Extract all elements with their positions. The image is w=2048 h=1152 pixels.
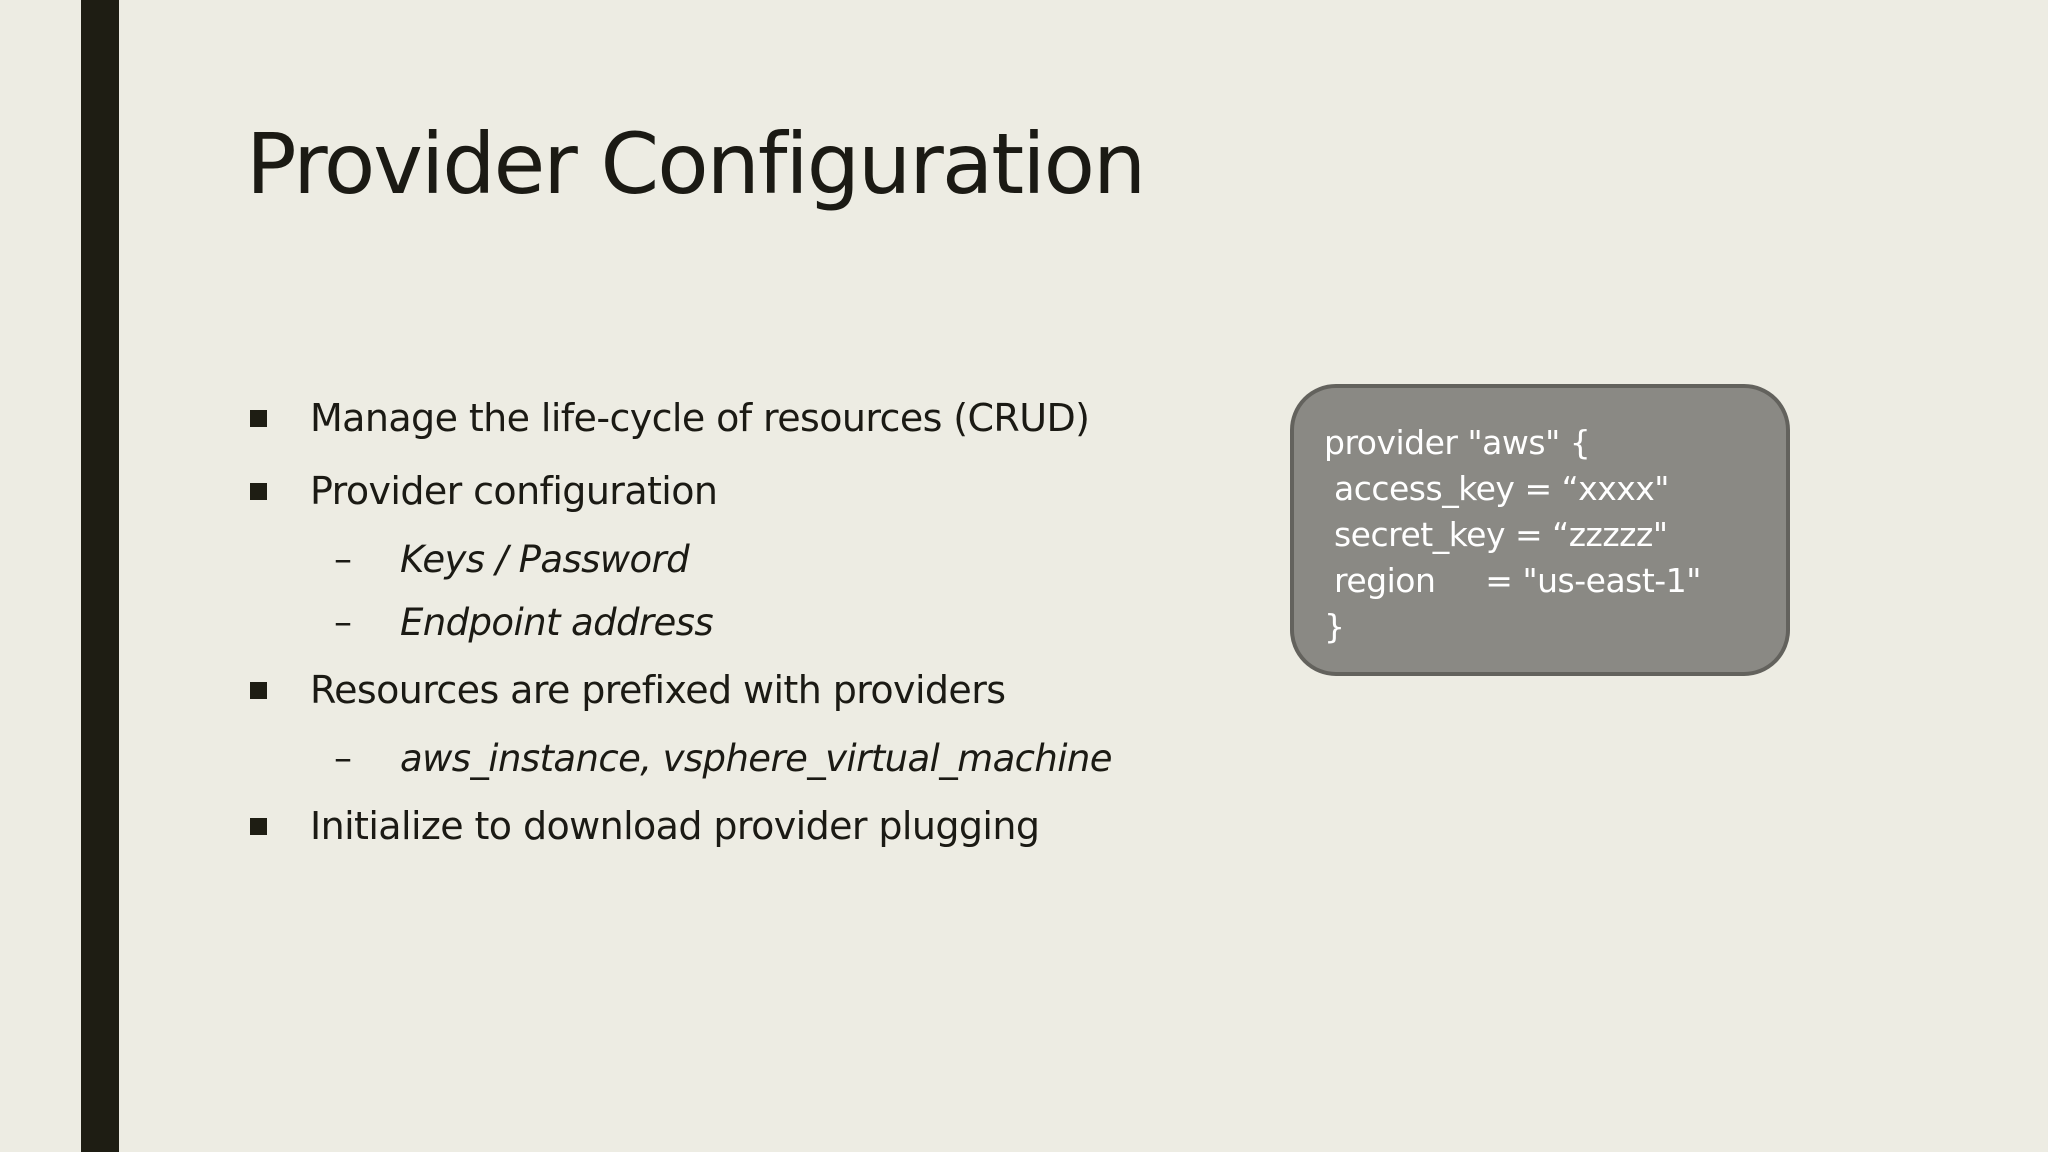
bullet-text: Manage the life-cycle of resources (CRUD) (310, 396, 1090, 440)
square-bullet-icon (250, 682, 267, 699)
dash-marker: – (334, 738, 352, 779)
code-snippet-box (1290, 384, 1790, 676)
bullet-item (246, 455, 1146, 528)
bullet-text: Provider configuration (310, 469, 718, 513)
accent-bar (81, 0, 119, 1152)
code-line: provider "aws" { (1324, 423, 1591, 462)
slide-title: Provider Configuration (246, 115, 1145, 213)
bullet-text: Initialize to download provider plugging (310, 804, 1040, 848)
square-bullet-icon (250, 410, 267, 427)
code-line: region = "us-east-1" (1324, 561, 1701, 600)
bullet-item (246, 654, 1146, 727)
bullet-text: Resources are prefixed with providers (310, 668, 1006, 712)
square-bullet-icon (250, 818, 267, 835)
code-line: secret_key = “zzzzz" (1324, 515, 1668, 554)
sub-bullet-item (246, 528, 1146, 591)
code-line: access_key = “xxxx" (1324, 469, 1669, 508)
dash-marker: – (334, 539, 352, 580)
bullet-item (246, 790, 1146, 863)
sub-bullet-text: aws_instance, vsphere_virtual_machine (400, 737, 1112, 780)
square-bullet-icon (250, 483, 267, 500)
sub-bullet-text: Endpoint address (400, 601, 714, 644)
sub-bullet-text: Keys / Password (400, 538, 690, 581)
sub-bullet-item (246, 727, 1146, 790)
bullet-item (246, 382, 1146, 455)
code-line: } (1324, 607, 1345, 646)
sub-bullet-item (246, 591, 1146, 654)
bullet-list (246, 382, 1146, 863)
dash-marker: – (334, 602, 352, 643)
